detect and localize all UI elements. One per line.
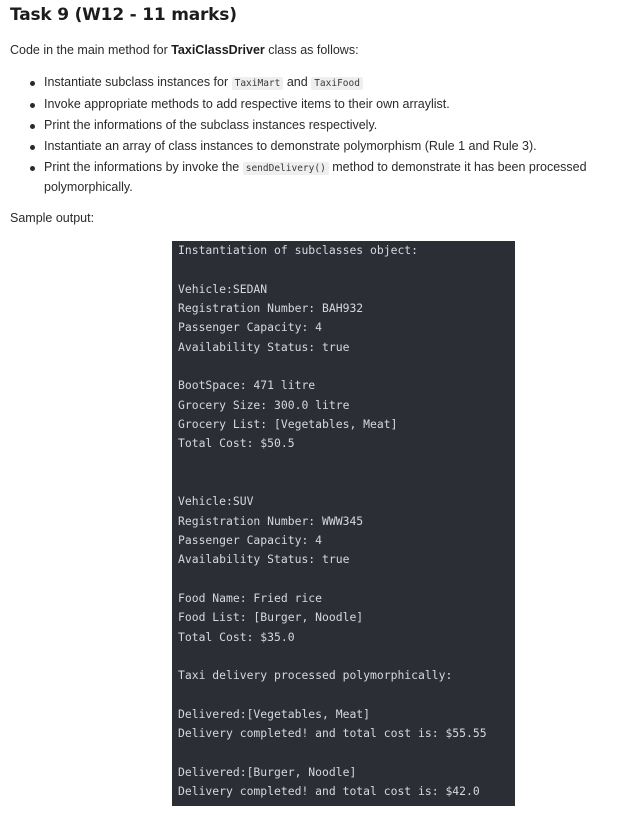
console-output-line: Instantiation of subclasses object: <box>178 243 419 257</box>
console-output-line: Passenger Capacity: 4 <box>178 320 323 335</box>
console-output-line: Passenger Capacity: 4 <box>178 532 323 547</box>
console-output-line: Registration Number: WWW345 <box>178 513 364 528</box>
requirement-text: and <box>283 75 312 89</box>
requirement-item <box>10 95 638 114</box>
requirement-item <box>10 73 638 93</box>
requirement-item <box>10 137 638 156</box>
console-output-line: Grocery Size: 300.0 litre <box>178 397 350 412</box>
intro-class-name: TaxiClassDriver <box>171 43 265 57</box>
requirement-item <box>10 116 638 135</box>
bullet-dot-icon <box>30 81 35 86</box>
console-output-line: Vehicle:SUV <box>178 494 254 509</box>
requirement-text: Print the informations by invoke the <box>44 160 243 174</box>
requirements-list <box>10 73 638 199</box>
requirement-text: Instantiate an array of class instances to demonstrate polymorphism (Rule 1 and Rule 3). <box>44 139 537 153</box>
requirement-text: Print the informations of the subclass instances respectively. <box>44 118 378 132</box>
task-title: Task 9 (W12 - 11 marks) <box>10 5 237 25</box>
console-output-line: Availability Status: true <box>178 339 350 354</box>
console-output-line: Availability Status: true <box>178 552 350 567</box>
intro-suffix: class as follows: <box>264 43 359 57</box>
inline-code-taxifood: TaxiFood <box>311 77 363 90</box>
bullet-dot-icon <box>30 124 35 129</box>
console-output-line: Grocery List: [Vegetables, Meat] <box>178 416 398 431</box>
console-output-line: Delivered:[Burger, Noodle] <box>178 764 357 779</box>
console-output-line: Delivery completed! and total cost is: $55.55 <box>178 726 487 741</box>
bullet-dot-icon <box>30 103 35 108</box>
console-output-line: Vehicle:SEDAN <box>178 281 268 296</box>
sample-output-label: Sample output: <box>10 211 95 225</box>
bullet-dot-icon <box>30 145 35 150</box>
console-output-line: Total Cost: $50.5 <box>178 436 295 451</box>
console-output-line: BootSpace: 471 litre <box>178 378 316 393</box>
console-output-line: Registration Number: BAH932 <box>178 300 364 315</box>
console-output-line: Food List: [Burger, Noodle] <box>178 610 364 625</box>
intro-prefix: Code in the main method for <box>10 43 172 57</box>
console-output-line: Taxi delivery processed polymorphically: <box>178 668 453 683</box>
console-output-line: Food Name: Fried rice <box>178 590 323 605</box>
requirement-item <box>10 158 638 197</box>
bullet-dot-icon <box>30 166 35 171</box>
console-output-line: Delivered:[Vegetables, Meat] <box>178 706 371 721</box>
inline-code-taximart: TaxiMart <box>232 77 284 90</box>
console-output-line: Delivery completed! and total cost is: $42.0 <box>178 784 480 799</box>
sample-output-console <box>172 241 515 806</box>
console-output-line: Total Cost: $35.0 <box>178 629 295 644</box>
requirement-text: Invoke appropriate methods to add respective items to their own arraylist. <box>44 97 450 111</box>
task-intro <box>10 42 359 59</box>
requirement-text: method to demonstrate it has been processed polymorphically. <box>44 160 587 194</box>
requirement-text: Instantiate subclass instances for <box>44 75 232 89</box>
inline-code-senddelivery: sendDelivery() <box>243 162 329 175</box>
